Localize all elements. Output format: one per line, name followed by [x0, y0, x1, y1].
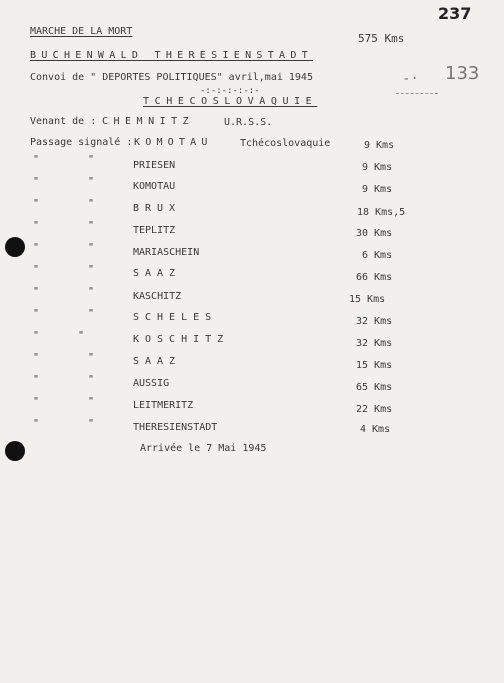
- route-heading: BUCHENWALD THERESIENSTADT: [30, 50, 314, 61]
- stop-distance: 32 Kms: [356, 338, 393, 349]
- margin-dash-line: [396, 93, 438, 94]
- margin-tick-mark: -·: [402, 71, 419, 87]
- ditto-mark: ": [33, 198, 40, 209]
- stop-distance: 30 Kms: [356, 228, 393, 239]
- origin-city: CHEMNITZ: [102, 116, 195, 127]
- ditto-mark: ": [88, 308, 95, 319]
- ditto-mark: ": [88, 374, 95, 385]
- stop-place: PRIESEN: [133, 160, 176, 171]
- stop-distance: 18 Kms,5: [357, 207, 406, 218]
- punch-hole: [5, 237, 25, 257]
- ditto-mark: ": [33, 264, 40, 275]
- stop-place: KASCHITZ: [133, 291, 182, 302]
- ditto-mark: ": [33, 176, 40, 187]
- ditto-mark: ": [33, 242, 40, 253]
- passage-first-distance: 9 Kms: [364, 140, 395, 151]
- stop-place: THERESIENSTADT: [133, 422, 218, 433]
- ditto-mark: ": [88, 154, 95, 165]
- ditto-mark: ": [88, 286, 95, 297]
- stop-place: KOSCHITZ: [133, 334, 230, 345]
- arrival-line: Arrivée le 7 Mai 1945: [140, 443, 267, 454]
- stop-distance: 9 Kms: [362, 184, 393, 195]
- punch-hole: [5, 441, 25, 461]
- ditto-mark: ": [33, 330, 40, 341]
- stop-place: MARIASCHEIN: [133, 247, 200, 258]
- ditto-mark: ": [88, 242, 95, 253]
- stop-place: SAAZ: [133, 356, 182, 367]
- stop-place: LEITMERITZ: [133, 400, 194, 411]
- passage-first-city: KOMOTAU: [134, 137, 213, 148]
- country-heading: TCHECOSLOVAQUIE: [143, 96, 318, 107]
- ditto-mark: ": [88, 220, 95, 231]
- ditto-mark: ": [33, 286, 40, 297]
- ditto-mark: ": [88, 352, 95, 363]
- ditto-mark: ": [33, 418, 40, 429]
- stop-distance: 9 Kms: [362, 162, 393, 173]
- stop-distance: 22 Kms: [356, 404, 393, 415]
- origin-label: Venant de :: [30, 116, 97, 127]
- ditto-mark: ": [33, 154, 40, 165]
- stop-place: TEPLITZ: [133, 225, 176, 236]
- ditto-mark: ": [88, 264, 95, 275]
- ditto-mark: ": [78, 330, 85, 341]
- stop-distance: 65 Kms: [356, 382, 393, 393]
- convoy-separator: -:-:-:-:-:-: [200, 86, 260, 96]
- ditto-mark: ": [88, 418, 95, 429]
- stop-place: KOMOTAU: [133, 181, 176, 192]
- ditto-mark: ": [88, 176, 95, 187]
- ditto-mark: ": [33, 308, 40, 319]
- stop-distance: 32 Kms: [356, 316, 393, 327]
- ditto-mark: ": [33, 396, 40, 407]
- ditto-mark: ": [33, 220, 40, 231]
- stop-distance: 4 Kms: [360, 424, 391, 435]
- stop-place: SAAZ: [133, 268, 182, 279]
- stop-distance: 15 Kms: [356, 360, 393, 371]
- origin-country: U.R.S.S.: [224, 117, 273, 128]
- ditto-mark: ": [88, 396, 95, 407]
- passage-label: Passage signalé :: [30, 137, 133, 148]
- stop-distance: 15 Kms: [349, 294, 386, 305]
- passage-first-country: Tchécoslovaquie: [240, 138, 331, 149]
- total-distance: 575 Kms: [358, 32, 405, 45]
- document-title: MARCHE DE LA MORT: [30, 26, 133, 37]
- stop-place: AUSSIG: [133, 378, 170, 389]
- ditto-mark: ": [88, 198, 95, 209]
- convoy-line: Convoi de " DEPORTES POLITIQUES" avril,mai 1945: [30, 72, 313, 83]
- stop-place: SCHELES: [133, 312, 218, 323]
- margin-number: 133: [445, 63, 480, 84]
- ditto-mark: ": [33, 374, 40, 385]
- stop-distance: 6 Kms: [362, 250, 393, 261]
- stop-place: BRUX: [133, 203, 182, 214]
- stop-distance: 66 Kms: [356, 272, 393, 283]
- handwritten-page-number: 237: [438, 4, 472, 23]
- ditto-mark: ": [33, 352, 40, 363]
